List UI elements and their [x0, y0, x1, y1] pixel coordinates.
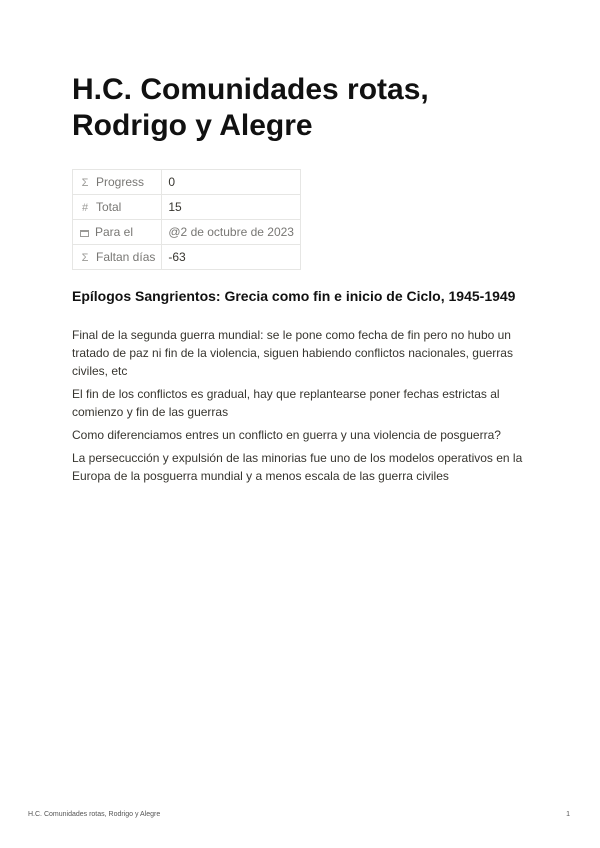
property-name: Total — [96, 200, 122, 214]
paragraph: Como diferenciamos entres un conflicto en guerra y una violencia de posguerra? — [72, 428, 501, 442]
sigma-icon: Σ — [81, 252, 89, 264]
property-value: 15 — [162, 195, 301, 220]
hash-icon: # — [81, 202, 89, 214]
properties-table — [72, 169, 301, 270]
property-name: Faltan días — [96, 250, 156, 264]
paragraph: El fin de los conflictos es gradual, hay que replantearse poner fechas estrictas al comienzo y fin de las guerras — [72, 387, 500, 419]
property-name: Progress — [96, 175, 145, 189]
property-value: 0 — [162, 170, 301, 195]
property-row-total — [73, 195, 301, 220]
calendar-icon — [80, 230, 89, 237]
property-row-para-el — [73, 220, 301, 245]
page-title: H.C. Comunidades rotas, Rodrigo y Alegre — [72, 73, 429, 142]
property-name: Para el — [95, 225, 134, 239]
property-value: -63 — [162, 245, 301, 270]
property-name-cell — [73, 195, 162, 220]
paragraph: Final de la segunda guerra mundial: se le pone como fecha de fin pero no hubo un tratado de paz ni fin de la violencia, siguen habiendo conflictos nacionales, guerras civiles, etc — [72, 328, 513, 378]
property-name-cell — [73, 245, 162, 270]
property-row-progress — [73, 170, 301, 195]
property-name-cell — [73, 170, 162, 195]
property-value-date[interactable]: @2 de octubre de 2023 — [162, 220, 301, 245]
paragraph: La persecucción y expulsión de las minorias fue uno de los modelos operativos en la Europa de la posguerra mundial y a menos escala de las guerra civiles — [72, 451, 523, 483]
body-text — [72, 326, 532, 490]
property-name-cell — [73, 220, 162, 245]
property-row-faltan-dias — [73, 245, 301, 270]
section-heading: Epílogos Sangrientos: Grecia como fin e inicio de Ciclo, 1945-1949 — [72, 288, 516, 304]
sigma-icon: Σ — [81, 177, 89, 189]
footer-page-number: 1 — [566, 811, 570, 818]
footer-title: H.C. Comunidades rotas, Rodrigo y Alegre — [28, 811, 161, 818]
